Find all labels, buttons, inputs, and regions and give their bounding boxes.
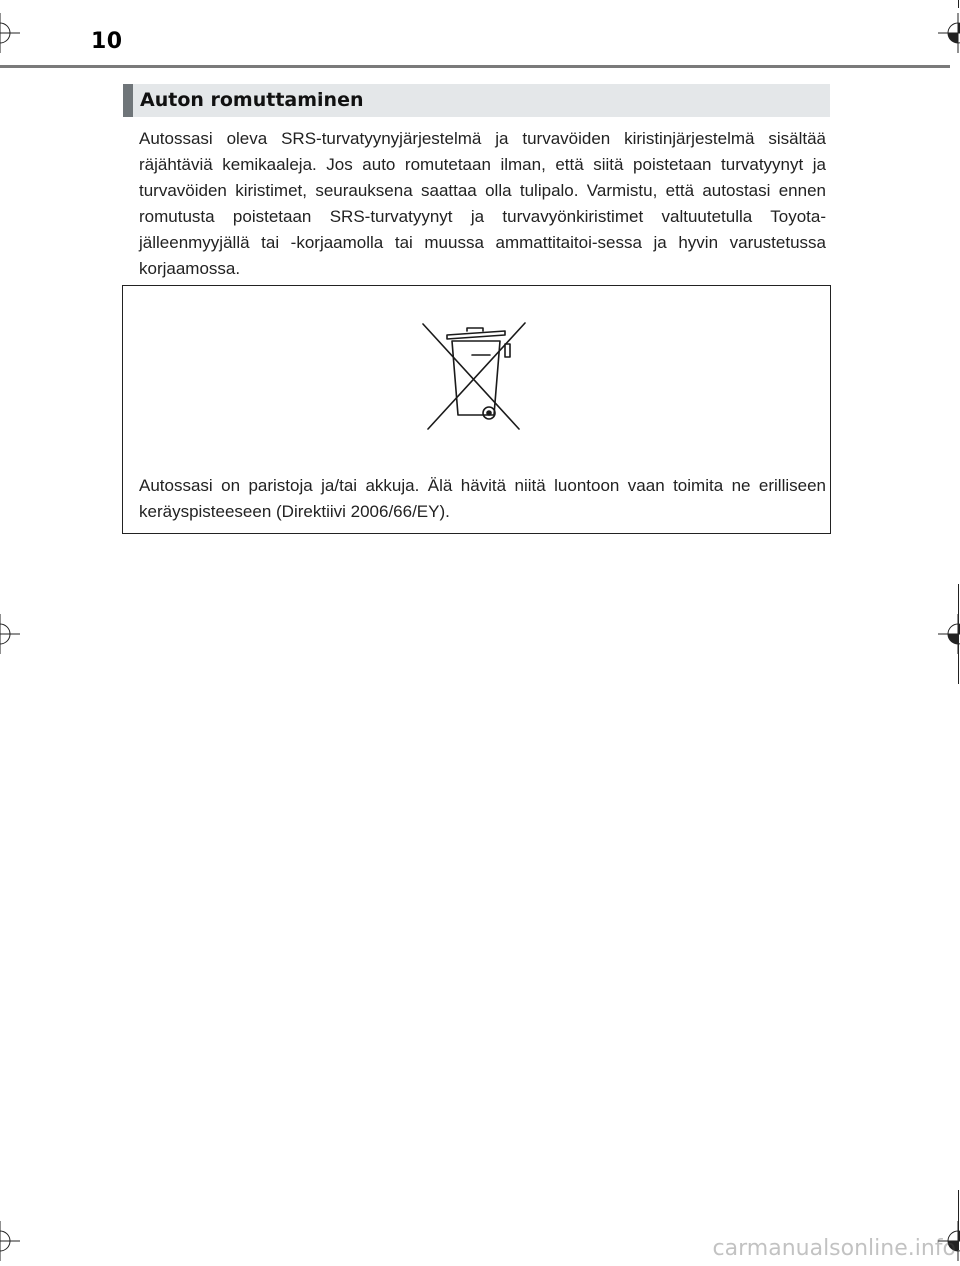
- section-heading: [123, 84, 830, 117]
- registration-mark-icon: [0, 614, 20, 654]
- registration-mark-icon: [938, 13, 960, 53]
- section-paragraph: Autossasi oleva SRS-turvatyynyjärjestelmä ja turvavöiden kiristinjärjestelmä sisältää räjähtäviä kemikaaleja. Jos auto romutetaan ilman, että siitä poistetaan turvatyynyt ja turvavöiden kiristimet, seurauksena saattaa olla tulipalo. Varmistu, että autostasi ennen romutusta poistetaan SRS-turvatyynyt ja turvavyönkiristimet valtuutetulla Toyota-jälleenmyyjällä tai -korjaamolla tai muussa ammattitaitoi-sessa ja hyvin varustetussa korjaamossa.: [139, 129, 826, 278]
- watermark: carmanualsonline.info: [712, 1236, 956, 1261]
- registration-mark-icon: [938, 614, 960, 654]
- registration-mark-icon: [0, 1221, 20, 1261]
- page-number: 10: [91, 29, 123, 54]
- crop-line: [958, 1190, 959, 1250]
- crop-line: [958, 0, 959, 8]
- battery-disposal-notice: [122, 285, 831, 534]
- crossed-out-wheeled-bin-icon: [421, 321, 531, 431]
- section-title: Auton romuttaminen: [140, 89, 364, 111]
- header-rule: [0, 65, 950, 68]
- crop-line: [958, 584, 959, 684]
- section-heading-bar: [123, 84, 133, 117]
- registration-mark-icon: [0, 13, 20, 53]
- battery-disposal-text: Autossasi on paristoja ja/tai akkuja. Älä hävitä niitä luontoon vaan toimita ne erilliseen keräyspisteeseen (Direktiivi 2006/66/EY).: [139, 476, 826, 521]
